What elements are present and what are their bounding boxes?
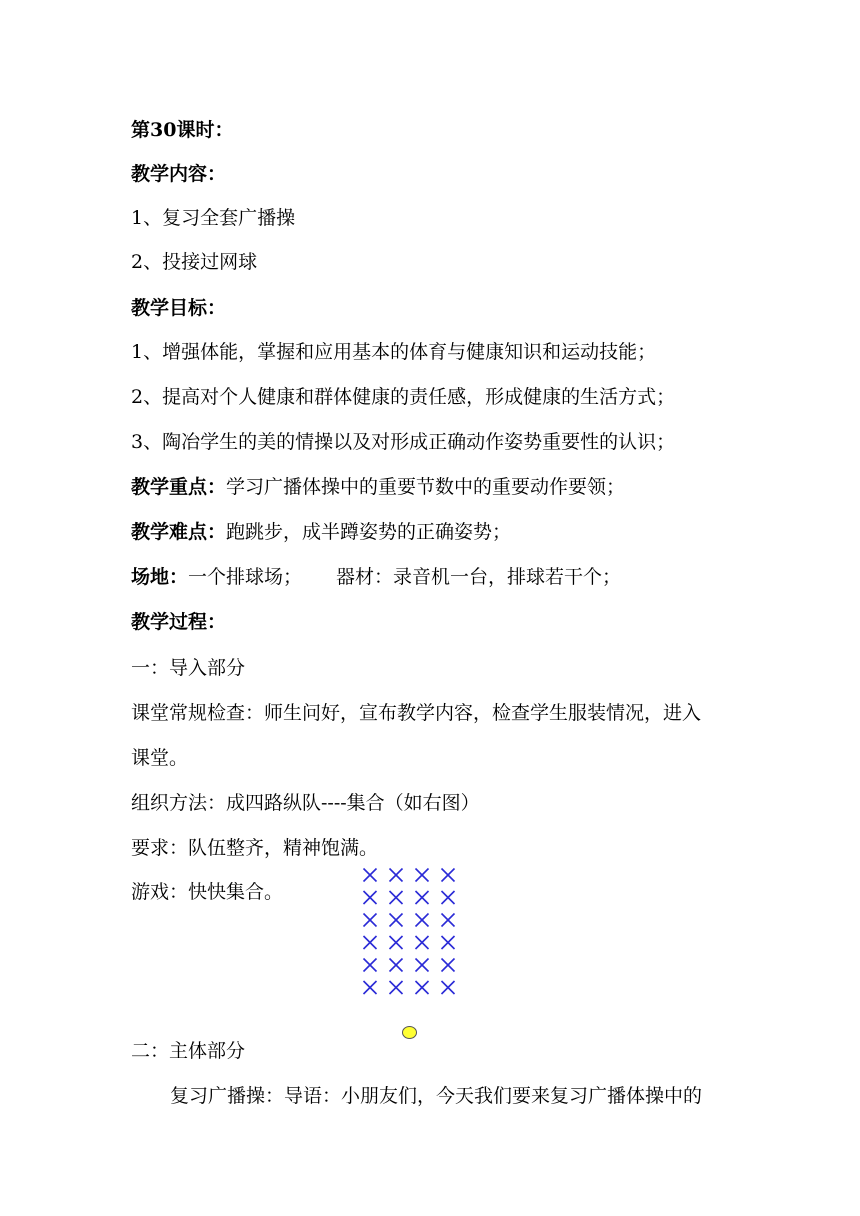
student-marker [364, 914, 377, 927]
student-marker [442, 869, 455, 882]
student-marker [442, 914, 455, 927]
student-marker [364, 936, 377, 949]
student-marker [416, 936, 429, 949]
student-marker [416, 891, 429, 904]
content-heading: 教学内容： [131, 163, 227, 185]
student-marker [390, 959, 403, 972]
student-marker [390, 891, 403, 904]
organization-method: 组织方法：成四路纵队----集合（如右图） [131, 792, 480, 814]
student-marker [416, 914, 429, 927]
routine-check-cont: 课堂。 [131, 747, 189, 769]
student-marker [416, 981, 429, 994]
student-marker [390, 869, 403, 882]
student-marker [442, 959, 455, 972]
key-point-label: 教学重点： [131, 476, 227, 498]
goal-item: 1、增强体能，掌握和应用基本的体育与健康知识和运动技能； [131, 341, 657, 363]
key-point [131, 475, 625, 499]
goal-item: 3、陶冶学生的美的情操以及对形成正确动作姿势重要性的认识； [131, 431, 676, 453]
routine-check: 课堂常规检查：师生问好，宣布教学内容，检查学生服装情况，进入 [131, 702, 702, 724]
student-marker [390, 914, 403, 927]
main-heading: 二：主体部分 [131, 1040, 246, 1062]
difficulty-label: 教学难点： [131, 521, 227, 543]
process-heading: 教学过程： [131, 611, 227, 633]
student-marker [416, 869, 429, 882]
student-marker [364, 891, 377, 904]
difficulty [131, 520, 511, 544]
student-marker [364, 981, 377, 994]
student-marker [364, 959, 377, 972]
student-marker [442, 936, 455, 949]
main-text: 复习广播操：导语：小朋友们，今天我们要来复习广播体操中的 [170, 1085, 703, 1107]
intro-heading: 一：导入部分 [131, 657, 246, 679]
goals-heading: 教学目标： [131, 297, 227, 319]
game: 游戏：快快集合。 [131, 881, 284, 903]
formation-diagram [360, 866, 460, 996]
student-marker [390, 981, 403, 994]
student-marker [416, 959, 429, 972]
content-item: 2、投接过网球 [131, 251, 258, 273]
lesson-title: 第30课时： [131, 119, 234, 141]
content-item: 1、复习全套广播操 [131, 207, 296, 229]
difficulty-text: 跑跳步，成半蹲姿势的正确姿势； [226, 521, 512, 543]
student-marker [364, 869, 377, 882]
student-marker [390, 936, 403, 949]
goal-item: 2、提高对个人健康和群体健康的责任感，形成健康的生活方式； [131, 386, 676, 408]
student-marker [442, 891, 455, 904]
teacher-marker [402, 1026, 417, 1039]
student-marker [442, 981, 455, 994]
key-point-text: 学习广播体操中的重要节数中的重要动作要领； [226, 476, 626, 498]
equipment-text: 器材：录音机一台，排球若干个； [336, 566, 622, 588]
venue [131, 565, 621, 589]
venue-label: 场地： [131, 566, 189, 588]
requirement: 要求：队伍整齐，精神饱满。 [131, 837, 379, 859]
venue-text: 一个排球场； [188, 566, 303, 588]
